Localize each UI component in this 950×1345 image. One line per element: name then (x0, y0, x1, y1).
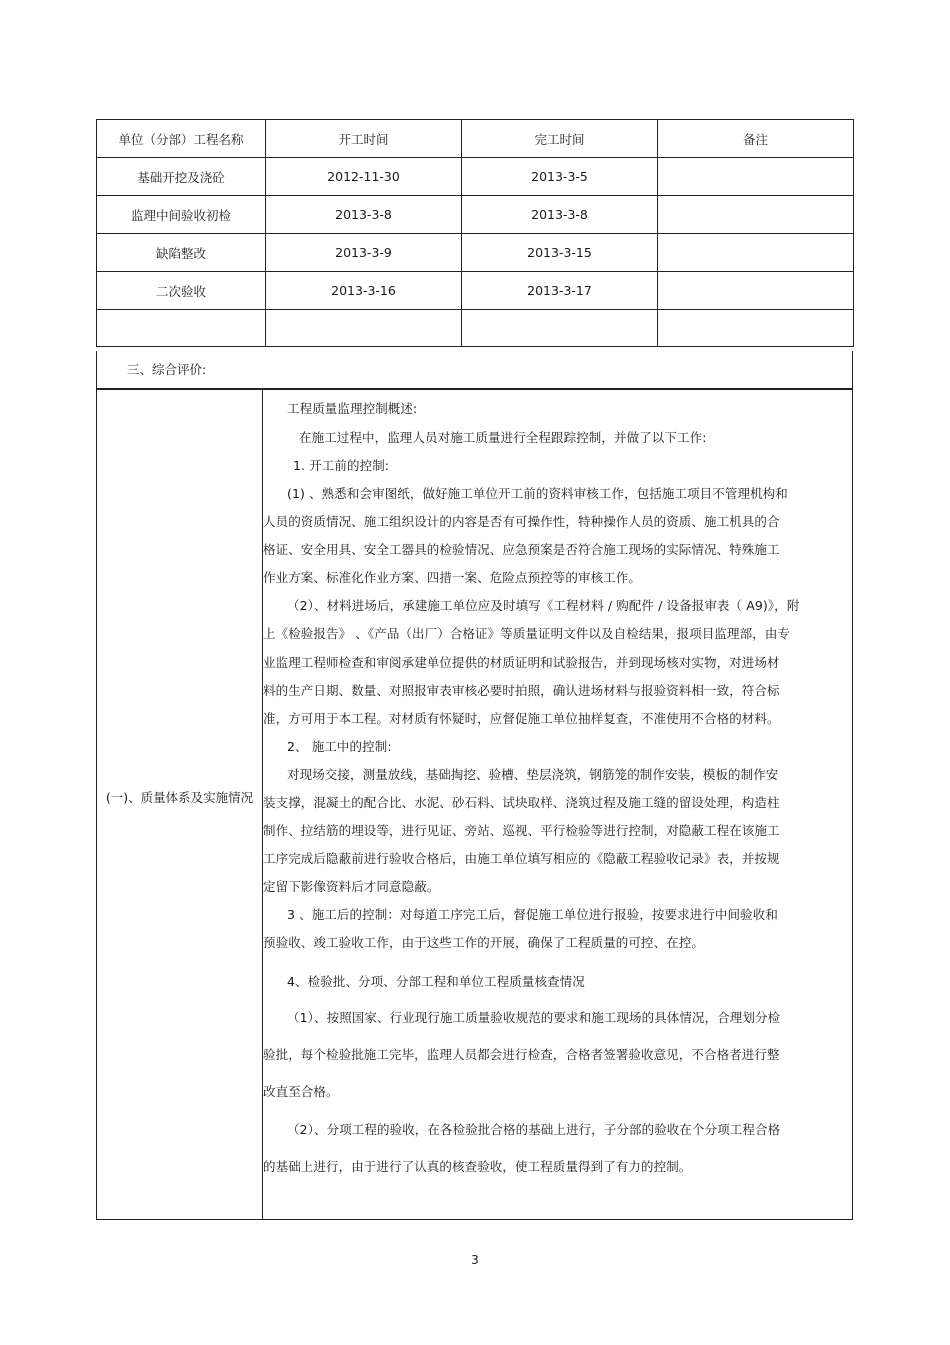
table-cell: 2013-3-15 (462, 234, 658, 272)
text-line: 对现场交接，测量放线，基础掏挖、验槽、垫层浇筑，钢筋笼的制作安装，模板的制作安 (287, 767, 779, 782)
text-line: 准，方可用于本工程。对材质有怀疑时，应督促施工单位抽样复查，不准使用不合格的材料。 (263, 711, 780, 726)
header-cell: 单位（分部）工程名称 (97, 120, 266, 158)
table-cell: 2013-3-8 (462, 196, 658, 234)
evaluation-row (96, 351, 853, 389)
quality-system-section (96, 389, 853, 1220)
text-line: 作业方案、标准化作业方案、四措一案、危险点预控等的审核工作。 (263, 570, 642, 585)
table-row (97, 234, 854, 272)
text-line: 预验收、竣工验收工作，由于这些工作的开展，确保了工程质量的可控、在控。 (263, 935, 705, 950)
table-cell: 2013-3-16 (266, 272, 462, 310)
text-line: 装支撑，混凝土的配合比、水泥、砂石料、试块取样、浇筑过程及施工缝的留设处理，构造柱 (263, 795, 780, 810)
text-line: 2、 施工中的控制: (287, 739, 392, 754)
text-line: 3 、施工后的控制：对每道工序完工后，督促施工单位进行报验，按要求进行中间验收和 (287, 907, 778, 922)
table-header-row (97, 120, 854, 158)
table-cell (266, 310, 462, 347)
header-cell: 备注 (658, 120, 854, 158)
table-cell (658, 310, 854, 347)
text-line: 4、检验批、分项、分部工程和单位工程质量核查情况 (287, 974, 585, 989)
text-line: 制作、拉结筋的埋设等，进行见证、旁站、巡视、平行检验等进行控制，对隐蔽工程在该施工 (263, 823, 780, 838)
text-line: 在施工过程中，监理人员对施工质量进行全程跟踪控制，并做了以下工作: (299, 430, 707, 445)
text-line: 上《检验报告》 、《产品（出厂）合格证》等质量证明文件以及自检结果，报项目监理部，由专 (263, 626, 791, 641)
table-cell (462, 310, 658, 347)
table-cell (97, 310, 266, 347)
page-number: 3 (471, 1253, 479, 1267)
text-line: 验批，每个检验批施工完毕，监理人员都会进行检查，合格者签署验收意见，不合格者进行整 (263, 1047, 780, 1062)
table-cell: 2012-11-30 (266, 158, 462, 196)
text-line: 工序完成后隐蔽前进行验收合格后，由施工单位填写相应的《隐蔽工程验收记录》表，并按规 (263, 851, 780, 866)
table-cell: 2013-3-17 (462, 272, 658, 310)
table-cell: 二次验收 (97, 272, 266, 310)
table-row (97, 310, 854, 347)
schedule-table (96, 119, 854, 347)
text-line: （1）、按照国家、行业现行施工质量验收规范的要求和施工现场的具体情况，合理划分检 (287, 1010, 781, 1025)
text-line: 格证、安全用具、安全工器具的检验情况、应急预案是否符合施工现场的实际情况、特殊施工 (263, 542, 780, 557)
table-cell (658, 272, 854, 310)
section-label: (一)、质量体系及实施情况 (105, 790, 254, 805)
evaluation-heading: 三、综合评价: (127, 362, 207, 377)
text-line: 业监理工程师检查和审阅承建单位提供的材质证明和试验报告，并到现场核对实物，对进场材 (263, 655, 780, 670)
table-cell (658, 158, 854, 196)
text-line: (1) 、熟悉和会审图纸，做好施工单位开工前的资料审核工作，包括施工项目不管理机构和 (287, 486, 788, 501)
text-line: 人员的资质情况、施工组织设计的内容是否有可操作性，特种操作人员的资质、施工机具的合 (263, 514, 780, 529)
table-cell: 2013-3-9 (266, 234, 462, 272)
text-line: 的基础上进行，由于进行了认真的核查验收，使工程质量得到了有力的控制。 (263, 1159, 692, 1174)
text-line: 1. 开工前的控制: (293, 458, 390, 473)
table-cell (658, 196, 854, 234)
text-line: （2）、分项工程的验收，在各检验批合格的基础上进行，子分部的验收在个分项工程合格 (287, 1122, 781, 1137)
table-row (97, 272, 854, 310)
text-line: 定留下影像资料后才同意隐蔽。 (263, 879, 440, 894)
text-line: 工程质量监理控制概述: (287, 401, 418, 416)
header-cell: 完工时间 (462, 120, 658, 158)
section-label-cell (97, 390, 263, 1219)
table-row (97, 196, 854, 234)
table-cell: 2013-3-8 (266, 196, 462, 234)
table-cell: 基础开挖及浇砼 (97, 158, 266, 196)
table-cell: 2013-3-5 (462, 158, 658, 196)
text-line: 改直至合格。 (263, 1084, 339, 1099)
text-line: （2）、材料进场后，承建施工单位应及时填写《工程材料 / 购配件 / 设备报审表（ A9)》，附 (287, 598, 800, 613)
table-cell (658, 234, 854, 272)
table-cell: 缺陷整改 (97, 234, 266, 272)
table-cell: 监理中间验收初检 (97, 196, 266, 234)
header-cell: 开工时间 (266, 120, 462, 158)
text-line: 料的生产日期、数量、对照报审表审核必要时拍照，确认进场材料与报验资料相一致，符合标 (263, 683, 780, 698)
table-row (97, 158, 854, 196)
